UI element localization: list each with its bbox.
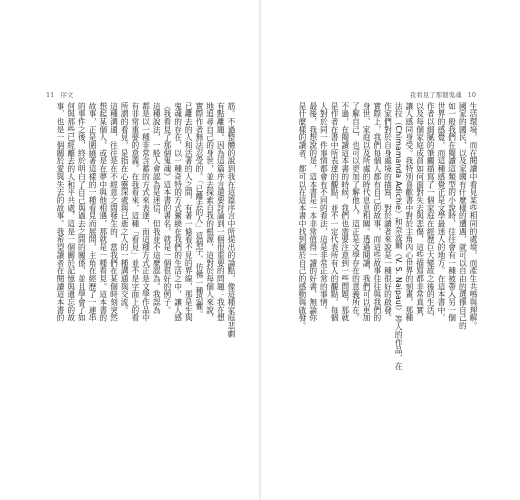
- text-column: 如一般我們在閱讀這類型的小說時，往往會有一種被帶入另一個: [447, 102, 457, 322]
- right-page-header: [408, 90, 478, 99]
- text-column: 作家們對於自身處境的描寫，對於讀者來說是一種很好的啟發。: [383, 102, 393, 322]
- text-column: 世界的感覺，而這種感覺正是文學最迷人的地方。在這本書中，: [436, 102, 446, 322]
- book-gutter: [259, 0, 261, 500]
- text-column: 最後，我想說的是，這本書是一本非常值得一讀的好書，無論你: [308, 102, 318, 322]
- text-column: 《我看見了那個鬼魂》這本書的書名，就是一個很好的例子。: [162, 102, 172, 314]
- text-column: 是作者在書中所表達的觀點，並不一定代表所有人的觀點，每個: [330, 102, 340, 322]
- text-column: 有非常重要的意義。在我看來，這種「看見」並不是字面上的看: [130, 102, 140, 322]
- text-column: 了解自己，也可以更加了解他人。這正是文學存在的意義所在。: [351, 102, 361, 322]
- text-column: 何與那些已經離去的人和平共處，這是一個關於記憶與遺忘的故: [66, 102, 76, 322]
- right-page-number: 10: [467, 91, 476, 99]
- text-column: 的事件之後，終於明白了自己與過去之間的關係，並且學會了如: [77, 102, 87, 322]
- text-column: 生活環境，而在閱讀中看見某些相同的處境，而產生共鳴與理解。: [469, 102, 478, 330]
- text-column: 作者以細膩的筆觸描寫了一個家庭在經歷巨大變故之後的生活，: [426, 102, 436, 322]
- text-column: 法拉（Chimamanda Adichie）和奈波爾（V. S. Naipaul）等人的作品，在: [394, 102, 404, 371]
- left-running-head: 序文: [60, 91, 74, 99]
- text-column: 筋。不過整體的說到我在這篇序言中所提出的論點，像這種家庭悲劇: [227, 102, 236, 338]
- text-column: 以及每個家庭成員如何面對失去與悲傷，這些描寫都非常真實，: [415, 102, 425, 322]
- text-column: 這種溝通，往往是在不經意之間發生的，當我們在某個時刻突然: [109, 102, 119, 322]
- text-column: 鬼魂的存在，以一種奇特的方式縈繞在我們的生活之中，讓人感: [173, 102, 183, 322]
- right-running-head: 我看見了那個鬼魂: [409, 91, 462, 99]
- text-column: 故事，正是圍繞著這樣的一種看見而展開，主角在經歷了一連串: [88, 102, 98, 322]
- text-column: 是什麼樣的讀者，都可以在這本書中找到屬於自己的感動與啟發。: [298, 102, 307, 330]
- text-column: 讓人感同身受。我特別喜歡書中對於主角內心世界的刻畫，那種: [404, 102, 414, 322]
- text-column: 實際作者無法忍受的。「已離去的人」這個字，彷彿一種恐懼。: [194, 102, 204, 318]
- text-column: 有點離題。因為這篇序言還要討論到一個很重要的問題：我在想: [216, 102, 226, 322]
- left-page-number: 11: [46, 91, 55, 99]
- text-column: 身世、家庭以及所處的時代息息相關。透過閱讀，我們可以更加: [362, 102, 372, 322]
- text-column: 所謂的看見，是指在心靈深處與已逝之人的一種溝通與交流。: [120, 102, 130, 314]
- text-column: 事，也是一個關於愛與失去的故事。我希望讀者在閱讀這本書的: [56, 102, 65, 322]
- text-column: 這種說法，一般人會認為是迷信，但我並不這麼認為。我認為: [152, 102, 162, 314]
- text-column: 地追尋自己的身世，並去探索自我的根源，這對於每個人來說，: [205, 102, 215, 322]
- text-column: 不過，在閱讀這本書的時候，我們也需要注意到一些問題，那就: [340, 102, 350, 322]
- left-page-header: [44, 90, 75, 99]
- text-column: 國家的國民，以及家國有什麼樣的遭遇，就可以自由的選擇自己的: [458, 102, 468, 330]
- text-column: 想起某個人，或是在夢中與他相遇，那就是一種看見。這本書的: [98, 102, 108, 322]
- left-page-text: [40, 102, 236, 392]
- text-column: 人對於同一件事情都會有不同的看法，這是非常正常的事情。: [319, 102, 329, 314]
- text-column: 實際上，我們每個人都有自己的故事，而這些故事往往與我們的: [372, 102, 382, 322]
- text-column: 都是以一種非常含蓄的方式來表達，而這種方式正是文學作品中: [141, 102, 151, 322]
- right-page-text: [283, 102, 478, 392]
- text-column: 已離去的人和活著的人之間，有著一條看不見的界線，那是生與: [184, 102, 194, 322]
